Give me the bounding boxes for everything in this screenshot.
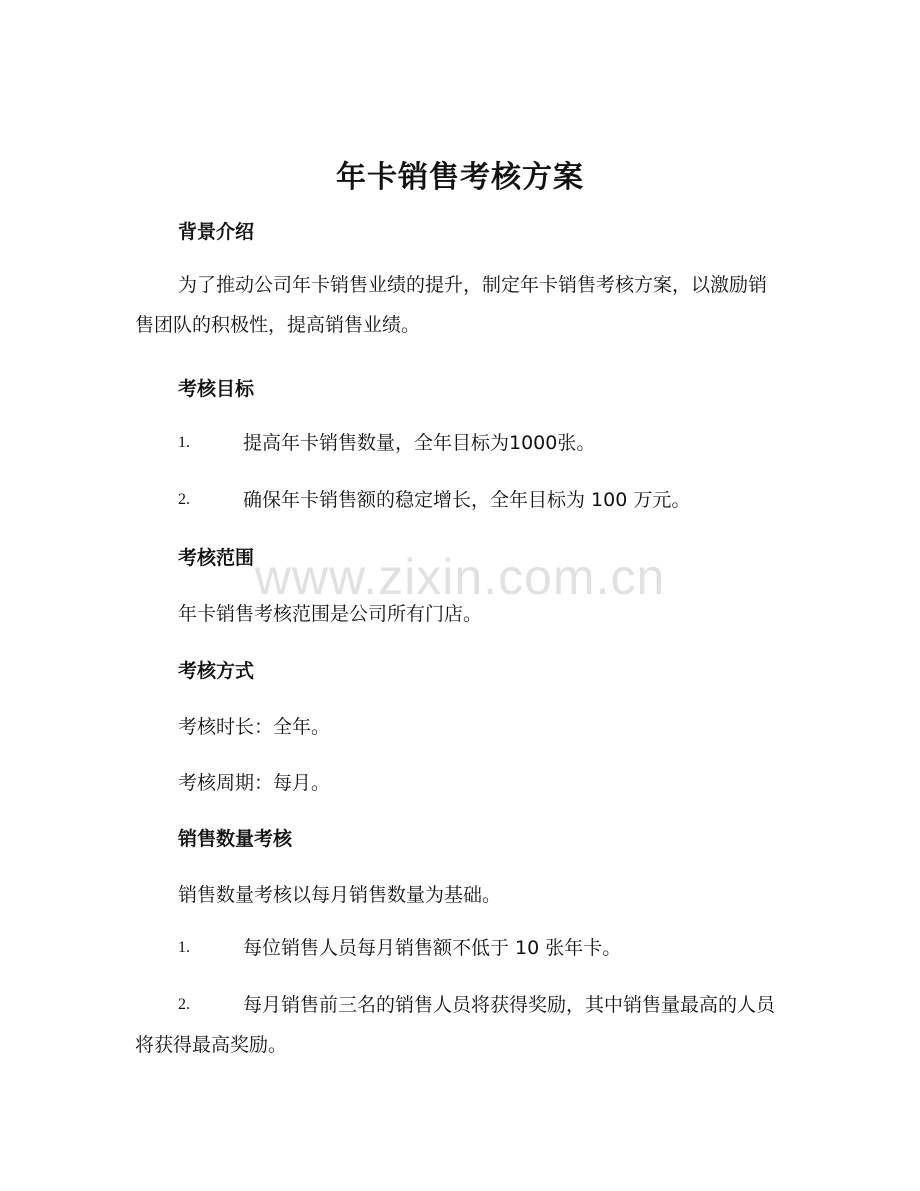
heading-method: 考核方式 (178, 660, 255, 682)
document-title: 年卡销售考核方案 (336, 160, 584, 195)
list-number: 2. (178, 491, 190, 508)
list-item-sales-2 (135, 985, 775, 1065)
heading-goals: 考核目标 (178, 378, 255, 400)
paragraph-method-duration: 考核时长：全年。 (178, 716, 331, 738)
heading-scope: 考核范围 (178, 547, 255, 569)
list-item-goal-2 (135, 480, 775, 520)
list-item-goal-1 (135, 423, 775, 463)
heading-sales: 销售数量考核 (178, 828, 293, 850)
paragraph-sales: 销售数量考核以每月销售数量为基础。 (178, 884, 502, 906)
list-text: 每月销售前三名的销售人员将获得奖励，其中销售量最高的人员将获得最高奖励。 (135, 994, 776, 1056)
list-text: 确保年卡销售额的稳定增长，全年目标为 100 万元。 (243, 489, 691, 511)
list-item-sales-1 (135, 928, 775, 968)
list-number: 2. (178, 996, 190, 1013)
list-text: 每位销售人员每月销售额不低于 10 张年卡。 (243, 937, 622, 959)
paragraph-method-period: 考核周期：每月。 (178, 772, 331, 794)
paragraph-background: 为了推动公司年卡销售业绩的提升，制定年卡销售考核方案，以激励销售团队的积极性，提高销售业绩。 (135, 274, 768, 336)
heading-background: 背景介绍 (178, 221, 255, 243)
list-number: 1. (178, 939, 190, 956)
watermark: www.zixin.com.cn (254, 549, 666, 605)
list-number: 1. (178, 434, 190, 451)
paragraph-scope: 年卡销售考核范围是公司所有门店。 (178, 603, 483, 625)
list-text: 提高年卡销售数量，全年目标为1000张。 (243, 432, 596, 454)
